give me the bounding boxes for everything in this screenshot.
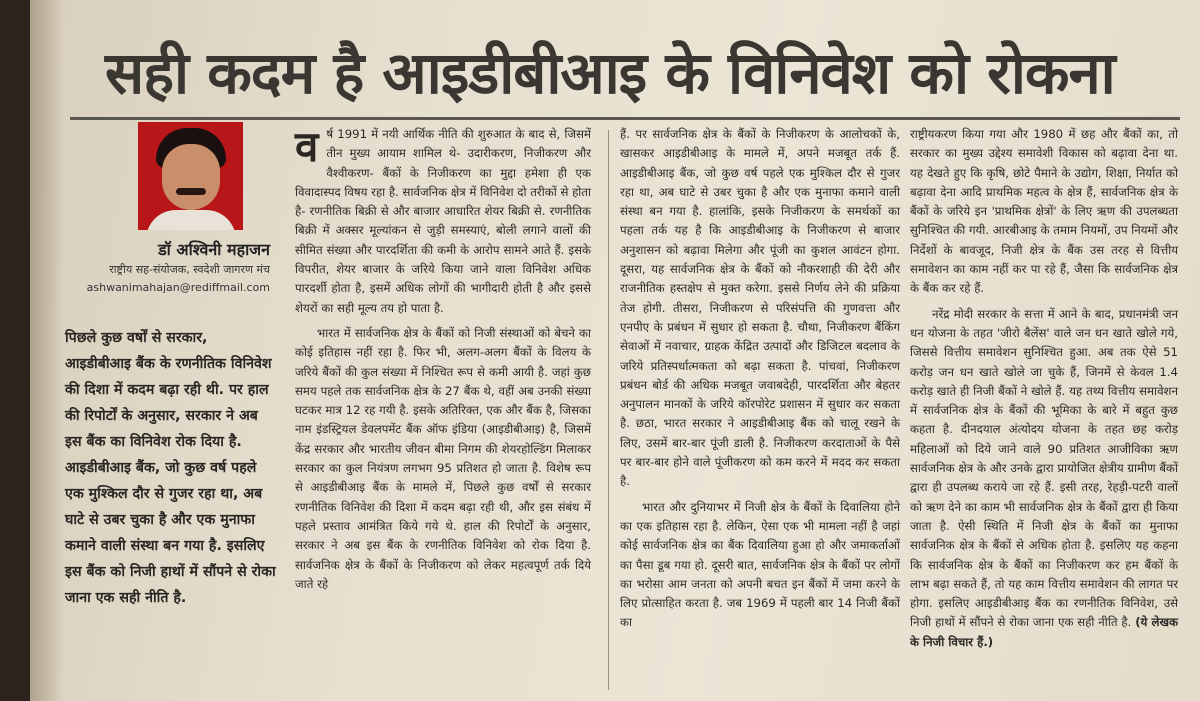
column-divider (608, 130, 609, 690)
headline-rule (70, 117, 1180, 120)
author-name: डॉ अश्विनी महाजन (158, 240, 270, 259)
author-photo-mustache (176, 188, 206, 195)
col3-paragraph-2-text: नरेंद्र मोदी सरकार के सत्ता में आने के बाद, प्रधानमंत्री जन धन योजना के तहत 'जीरो बैलेंस' वाले जन धन खाते खोले गये, जिससे वित्तीय समावेशन सुनिश्चित हुआ. अब तक ऐसे 51 करोड़ जन धन खाते खोले जा चुके हैं, जिनमें से केवल 1.4 करोड़ खाते ही निजी बैंकों ने खोले हैं. यह तथ्य वित्तीय समावेशन में सार्वजनिक क्षेत्र के बैंकों की भूमिका के बारे में बहुत कुछ कहता है. दीनदयाल अंत्योदय योजना के तहत छह करोड़ महिलाओं को दिये जाने वाले 90 प्रतिशत आजीविका ऋण सार्वजनिक क्षेत्र के और उनके द्वारा प्रायोजित क्षेत्रीय ग्रामीण बैंकों द्वारा ही उपलब्ध कराये जा रहे हैं. इसी तरह, रेहड़ी-पटरी वालों को ऋण देने का काम भी सार्वजनिक क्षेत्र के बैंकों द्वारा ही किया जाता है. ऐसी स्थिति में निजी क्षेत्र के बैंकों का मुनाफा सार्वजनिक क्षेत्र के बैंकों से अधिक होता है. इसलिए यह कहना कि सार्वजनिक क्षेत्र के बैंकों का निजीकरण कर हम बैंकों के लाभ बढ़ा सकते हैं, तो यह काम वित्तीय समावेशन की लागत पर होगा. इसलिए आइडीबीआइ बैंक का रणनीतिक विनिवेश, उसे निजी हाथों में सौंपने से रोका जाना एक सही नीति है. (910, 306, 1178, 630)
drop-cap: व (295, 122, 319, 171)
page-fold-shadow (30, 0, 64, 701)
author-title: राष्ट्रीय सह-संयोजक, स्वदेशी जागरण मंच (109, 263, 270, 276)
author-email: ashwanimahajan@rediffmail.com (86, 281, 270, 294)
article-column-1 (295, 122, 591, 594)
col3-paragraph-1: राष्ट्रीयकरण किया गया और 1980 में छह और बैंकों का, तो सरकार का मुख्य उद्देश्य समावेशी विकास को बढ़ावा देना था. यह देखते हुए कि कृषि, छोटे पैमाने के उद्योग, शिक्षा, निर्यात को बढ़ावा देना आदि प्राथमिक महत्व के क्षेत्र हैं, सार्वजनिक क्षेत्र के बैंकों के जरिये इन 'प्राथमिक क्षेत्रों' के लिए ऋण की उपलब्धता सुनिश्चित की गयी. आरबीआइ के तमाम नियमों, उप नियमों और निर्देशों के बावजूद, निजी क्षेत्र के बैंक उस तरह से वित्तीय समावेशन का काम नहीं कर पा रहे हैं, जैसा कि सार्वजनिक क्षेत्र के बैंक कर रहे हैं. (910, 127, 1178, 296)
article-column-3 (910, 125, 1178, 652)
author-photo-face (162, 144, 220, 210)
col2-paragraph-2: भारत और दुनियाभर में निजी क्षेत्र के बैंकों के दिवालिया होने का एक इतिहास रहा है. लेकिन, ऐसा एक भी मामला नहीं है जहां कोई सार्वजनिक क्षेत्र का बैंक दिवालिया हुआ हो और जमाकर्ताओं का पैसा डूब गया हो. दूसरी बात, सार्वजनिक क्षेत्र के बैंकों पर लोगों का भरोसा आम जनता को अपनी बचत इन बैंकों में जमा करने के लिए प्रोत्साहित करता है. जब 1969 में पहली बार 14 निजी बैंकों का (620, 499, 900, 630)
newspaper-page (30, 0, 1200, 701)
disclaimer: (ये लेखक के निजी विचार हैं.) (910, 615, 1178, 649)
col1-paragraph-1-text: र्ष 1991 में नयी आर्थिक नीति की शुरुआत के बाद से, जिसमें तीन मुख्य आयाम शामिल थे- उदारीकरण, निजीकरण और वैश्वीकरण- बैंकों के निजीकरण का मुद्दा हमेशा ही एक विवादास्पद विषय रहा है. सार्वजनिक क्षेत्र में विनिवेश दो तरीकों से होता है- रणनीतिक बिक्री से और बाजार आधारित शेयर बिक्री से. रणनीतिक बिक्री में अक्सर मूल्यांकन से जुड़ी समस्याएं, बोली लगाने वालों की सीमित संख्या और पारदर्शिता की कमी के आरोप सामने आते हैं. इसके विपरीत, शेयर बाजार के जरिये किया जाने वाला विनिवेश अधिक पारदर्शी होता है, इसमें अधिक लोगों की भागीदारी होती है और इससे शेयरों का सही मूल्य तय हो पाता है. (295, 127, 591, 315)
author-photo (138, 122, 243, 230)
col1-paragraph-1 (295, 122, 591, 318)
col2-paragraph-1: हैं. पर सार्वजनिक क्षेत्र के बैंकों के निजीकरण के आलोचकों के, खासकर आइडीबीआइ के मामले में, अपने मजबूत तर्क हैं. आइडीबीआइ बैंक, जो कुछ वर्ष पहले एक मुश्किल दौर से गुजर रहा था, अब घाटे से उबर चुका है और एक मुनाफा कमाने वाली संस्था बन गया है. हालांकि, इसके निजीकरण के समर्थकों का पहला तर्क यह है कि आइडीबीआइ के निजीकरण से बाजार अनुशासन को बढ़ावा मिलेगा और पूंजी का कुशल आवंटन होगा. दूसरा, यह सार्वजनिक क्षेत्र के बैंकों को नौकरशाही की देरी और राजनीतिक हस्तक्षेप से मुक्त करेगा. इससे निर्णय लेने की प्रक्रिया तेज होगी. तीसरा, निजीकरण से परिसंपत्ति की गुणवत्ता और एनपीए के प्रबंधन में सुधार हो सकता है. चौथा, निजीकरण बैंकिंग सेवाओं में नवाचार, ग्राहक केंद्रित उत्पादों और डिजिटल बदलाव के जरिये प्रतिस्पर्धात्मकता को बढ़ा सकता है. पांचवां, निजीकरण प्रबंधन बोर्ड की अधिक मजबूत जवाबदेही, पारदर्शिता और बेहतर अनुपालन मानकों के जरिये कॉरपोरेट प्रशासन में सुधार कर सकता है. छठा, भारत सरकार ने आइडीबीआइ बैंक को चालू रखने के लिए, उसमें बार-बार पूंजी डाली है. निजीकरण करदाताओं के पैसे पर बार-बार होने वाले पूंजीकरण को कम करने में मदद कर सकता है. (620, 127, 900, 489)
author-photo-shirt (146, 210, 236, 230)
article-headline: सही कदम है आइडीबीआइ के विनिवेश को रोकना (105, 39, 1115, 107)
pull-quote: पिछले कुछ वर्षों से सरकार, आइडीबीआइ बैंक के रणनीतिक विनिवेश की दिशा में कदम बढ़ा रही थी. पर हाल की रिपोर्टों के अनुसार, सरकार ने अब इस बैंक का विनिवेश रोक दिया है. आइडीबीआइ बैंक, जो कुछ वर्ष पहले एक मुश्किल दौर से गुजर रहा था, अब घाटे से उबर चुका है और एक मुनाफा कमाने वाली संस्था बन गया है. इसलिए इस बैंक को निजी हाथों में सौंपने से रोका जाना एक सही नीति है. (65, 330, 276, 606)
col3-paragraph-2 (910, 305, 1178, 652)
article-column-2 (620, 125, 900, 633)
col1-paragraph-2: भारत में सार्वजनिक क्षेत्र के बैंकों को निजी संस्थाओं को बेचने का कोई इतिहास नहीं रहा है. फिर भी, अलग-अलग बैंकों के विलय के जरिये बैंकों की कुल संख्या में निश्चित रूप से कमी आयी है. जहां कुछ समय पहले तक सार्वजनिक क्षेत्र के 27 बैंक थे, वहीं अब उनकी संख्या घटकर मात्र 12 रह गयी है. इसके अतिरिक्त, एक और बैंक है, जिसका नाम इंडस्ट्रियल डेवलपमेंट बैंक ऑफ इंडिया (आइडीबीआइ) है, जिसमें केंद्र सरकार और भारतीय जीवन बीमा निगम की शेयरहोल्डिंग मिलाकर सरकार का कुल नियंत्रण लगभग 95 प्रतिशत हो जाता है. विशेष रूप से आइडीबीआइ बैंक के मामले में, पिछले कुछ वर्षों से सरकार रणनीतिक विनिवेश की दिशा में कदम बढ़ा रही थी, और इस संबंध में पहले प्रस्ताव आमंत्रित किये गये थे. हाल की रिपोर्टों के अनुसार, सरकार ने अब इस बैंक के रणनीतिक विनिवेश को रोक दिया है. सार्वजनिक क्षेत्र के बैंकों के निजीकरण को लेकर महत्वपूर्ण तर्क दिये जाते रहे (295, 325, 591, 591)
